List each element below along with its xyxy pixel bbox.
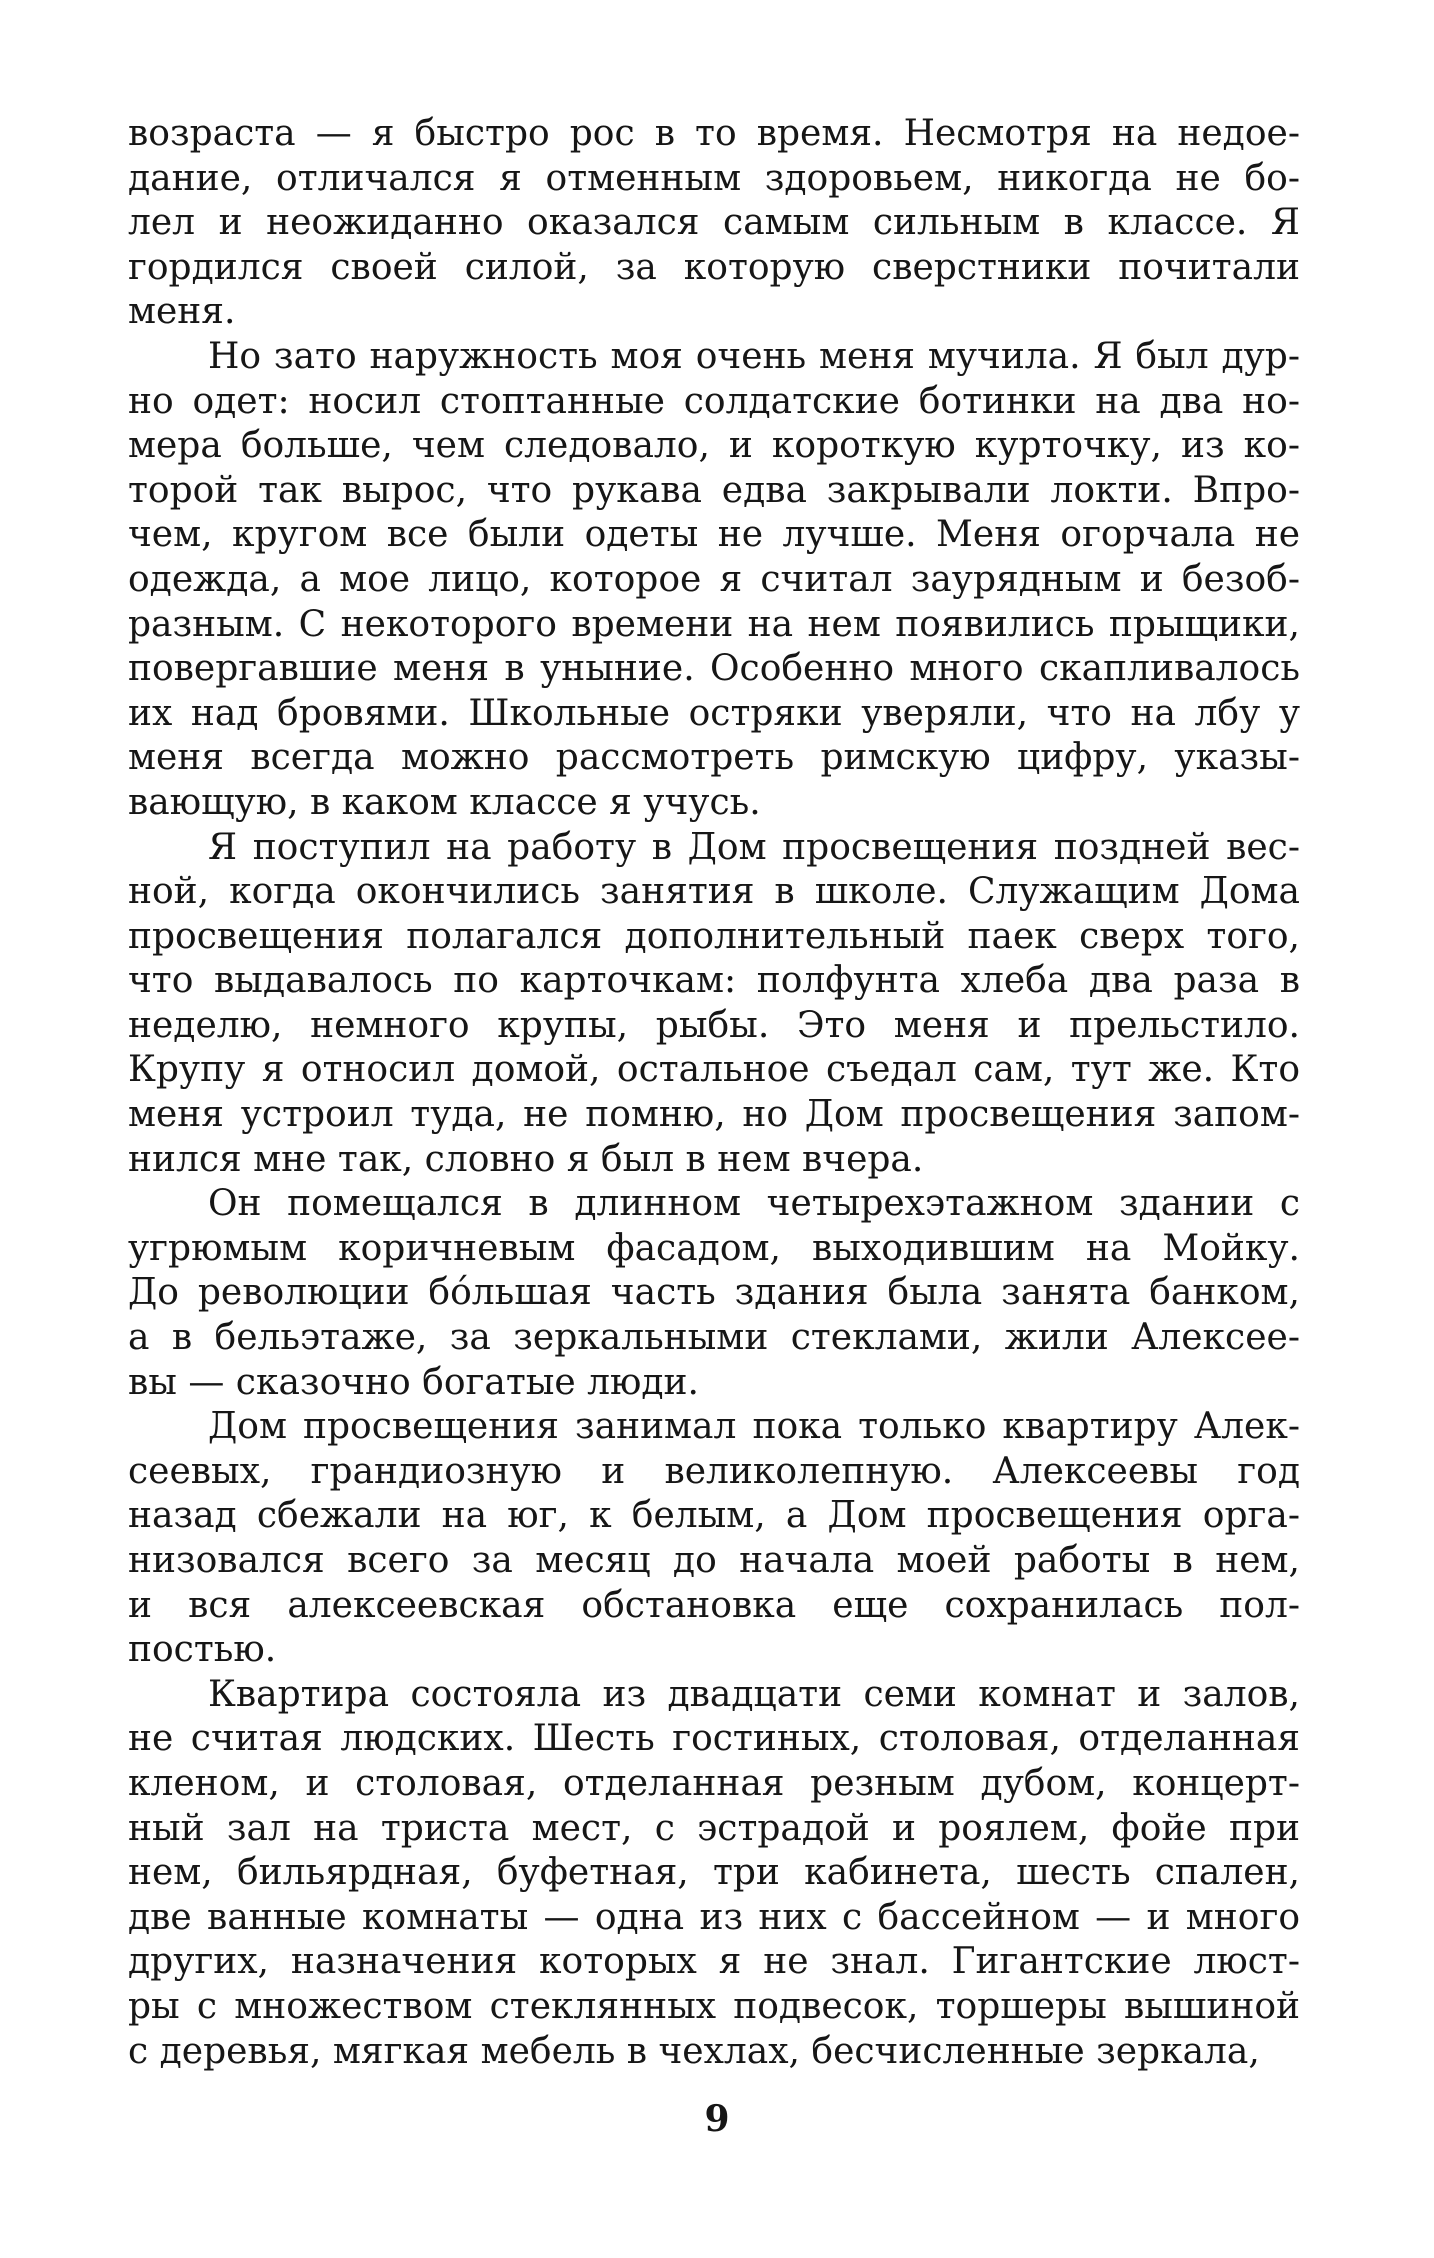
text-line: меня всегда можно рассмотреть римскую цифру, указы- <box>128 737 1300 779</box>
text-line: вающую, в каком классе я учусь. <box>128 781 761 823</box>
text-line: что выдавалось по карточкам: полфунта хлеба два раза в <box>128 960 1300 1002</box>
text-line: а в бельэтаже, за зеркальными стеклами, жили Алексее- <box>128 1317 1300 1359</box>
text-line: гордился своей силой, за которую сверстники почитали <box>128 246 1300 288</box>
text-line: торой так вырос, что рукава едва закрывали локти. Впро- <box>128 469 1300 511</box>
text-line: чем, кругом все были одеты не лучше. Меня огорчала не <box>128 514 1300 556</box>
text-line: разным. С некоторого времени на нем появились прыщики, <box>128 603 1300 645</box>
text-line: две ванные комнаты — одна из них с бассейном — и много <box>128 1896 1300 1938</box>
text-line: вы — сказочно богатые люди. <box>128 1361 699 1403</box>
text-line: Квартира состояла из двадцати семи комнат и залов, <box>208 1673 1300 1715</box>
text-line: Дом просвещения занимал пока только квартиру Алек- <box>208 1406 1300 1448</box>
text-line: постью. <box>128 1629 277 1671</box>
text-line: ры с множеством стеклянных подвесок, торшеры вышиной <box>128 1985 1300 2027</box>
text-line: с деревья, мягкая мебель в чехлах, бесчисленные зеркала, <box>128 2030 1260 2072</box>
text-line: нился мне так, словно я был в нем вчера. <box>128 1138 924 1180</box>
text-line: их над бровями. Школьные остряки уверяли, что на лбу у <box>128 692 1300 734</box>
text-line: Он помещался в длинном четырехэтажном здании с <box>208 1183 1300 1225</box>
text-line: сеевых, грандиозную и великолепную. Алексеевы год <box>128 1450 1300 1492</box>
text-line: дание, отличался я отменным здоровьем, никогда не бо- <box>128 157 1300 199</box>
text-line: назад сбежали на юг, к белым, а Дом просвещения орга- <box>128 1495 1300 1537</box>
paragraph <box>128 335 1300 826</box>
text-line: и вся алексеевская обстановка еще сохранилась пол- <box>128 1584 1300 1626</box>
text-line: низовался всего за месяц до начала моей работы в нем, <box>128 1540 1300 1581</box>
paragraph <box>128 1405 1300 1673</box>
paragraph <box>128 826 1300 1183</box>
text-line: Крупу я относил домой, остальное съедал сам, тут же. Кто <box>128 1049 1300 1091</box>
paragraph <box>128 1673 1300 2074</box>
body-text <box>128 112 1300 2074</box>
text-line: других, назначения которых я не знал. Гигантские люст- <box>128 1941 1300 1983</box>
text-line: мера больше, чем следовало, и короткую курточку, из ко- <box>128 425 1300 467</box>
text-line: Я поступил на работу в Дом просвещения поздней вес- <box>208 826 1300 868</box>
text-line: меня. <box>128 291 236 333</box>
text-line: Но зато наружность моя очень меня мучила. Я был дур- <box>208 335 1300 377</box>
text-line: неделю, немного крупы, рыбы. Это меня и прельстило. <box>128 1004 1300 1046</box>
text-line: кленом, и столовая, отделанная резным дубом, концерт- <box>128 1762 1300 1804</box>
text-line: возраста — я быстро рос в то время. Несмотря на недое- <box>128 113 1300 154</box>
page-number: 9 <box>704 2098 730 2140</box>
text-line: но одет: носил стоптанные солдатские ботинки на два но- <box>128 380 1300 422</box>
paragraph <box>128 112 1300 335</box>
text-line: нем, бильярдная, буфетная, три кабинета, шесть спален, <box>128 1852 1300 1894</box>
text-line: лел и неожиданно оказался самым сильным в классе. Я <box>128 202 1300 244</box>
text-line: До революции бóльшая часть здания была занята банком, <box>128 1272 1300 1314</box>
text-line: ной, когда окончились занятия в школе. Служащим Дома <box>128 871 1300 913</box>
text-line: меня устроил туда, не помню, но Дом просвещения запом- <box>128 1094 1300 1136</box>
text-line: одежда, а мое лицо, которое я считал заурядным и безоб- <box>128 558 1300 600</box>
text-line: повергавшие меня в уныние. Особенно много скапливалось <box>128 648 1300 690</box>
text-line: ный зал на триста мест, с эстрадой и роялем, фойе при <box>128 1807 1300 1849</box>
text-line: не считая людских. Шесть гостиных, столовая, отделанная <box>128 1718 1300 1760</box>
text-line: просвещения полагался дополнительный паек сверх того, <box>128 915 1300 957</box>
paragraph <box>128 1182 1300 1405</box>
text-line: угрюмым коричневым фасадом, выходившим на Мойку. <box>128 1227 1300 1269</box>
